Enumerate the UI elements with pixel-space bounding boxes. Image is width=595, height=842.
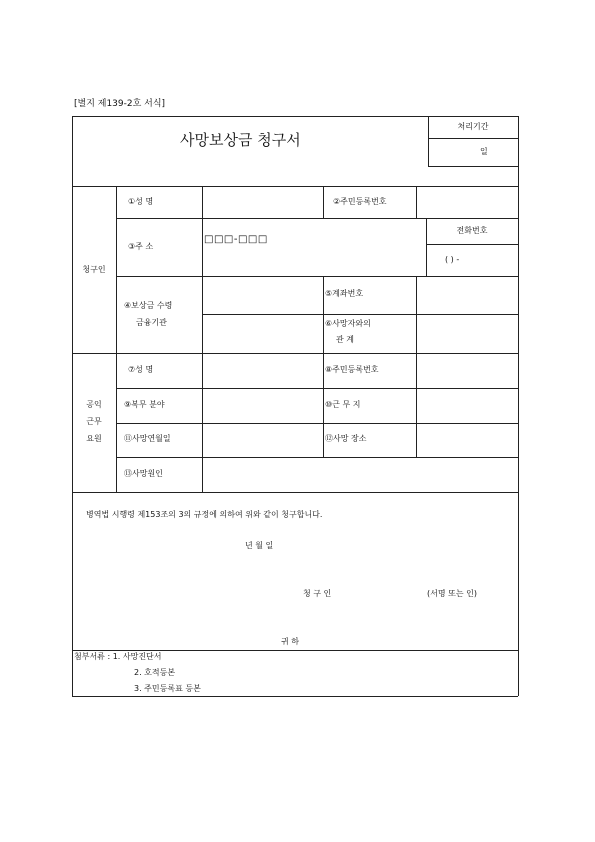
processing-period-label: 처리기간 (457, 122, 489, 131)
rrn-value-divider (416, 186, 417, 218)
attachment-item-3: 3. 주민등록표 등본 (134, 684, 201, 693)
row-line-3 (116, 388, 518, 389)
death-date-field[interactable] (204, 425, 321, 455)
workplace-field[interactable] (418, 390, 516, 421)
death-date-label: ⑪사망연월일 (124, 434, 171, 443)
bank-name-field[interactable] (204, 278, 321, 312)
frame-top (72, 116, 518, 117)
processing-box-divider (428, 138, 518, 139)
worker-top-line (72, 353, 518, 354)
processing-period-value: 일 (480, 147, 488, 156)
row-line-4 (116, 423, 518, 424)
phone-format[interactable]: ( ) - (445, 255, 460, 264)
worker-section-label-3: 요원 (86, 434, 102, 443)
phone-label: 전화번호 (456, 226, 488, 235)
relation-label-line2: 관 계 (336, 335, 354, 344)
frame-right (518, 116, 519, 696)
account-number-field[interactable] (418, 278, 516, 312)
frame-bottom (72, 696, 518, 697)
worker-mid-divider (323, 353, 324, 457)
claimant-section-label: 청구인 (82, 265, 106, 274)
declaration-top-line (72, 492, 518, 493)
worker-name-label: ⑦성 명 (128, 365, 154, 374)
row-line-1 (116, 218, 518, 219)
relation-label-line1: ⑥사망자와의 (325, 319, 371, 328)
phone-inner-line (426, 244, 518, 245)
declaration-statement: 병역법 시행령 제153조의 3의 규정에 의하여 위와 같이 청구합니다. (86, 510, 323, 519)
section-label-divider (116, 186, 117, 492)
claimant-name-label: ①성 명 (128, 197, 154, 206)
worker-section-label-2: 근무 (86, 417, 102, 426)
recipient-label: 귀 하 (281, 637, 299, 646)
form-number-label: [별지 제139-2호 서식] (74, 99, 166, 109)
duty-area-label: ⑨복무 분야 (124, 400, 165, 409)
bank-inner-line (202, 314, 518, 315)
workplace-label: ⑩근 무 지 (325, 400, 361, 409)
name-rrn-divider (323, 186, 324, 218)
processing-box-bottom (428, 166, 518, 167)
bank-label-line2: 금융기관 (136, 318, 167, 327)
row-line-2 (116, 276, 518, 277)
account-number-label: ⑤계좌번호 (325, 289, 364, 298)
claimant-signature-label: 청 구 인 (303, 589, 332, 598)
claimant-address-label: ③주 소 (128, 242, 154, 251)
claimant-top-line (72, 186, 518, 187)
form-title: 사망보상금 청구서 (180, 131, 301, 149)
declaration-date[interactable]: 년 월 일 (245, 541, 274, 550)
attachments-label: 첨부서류 : 1. 사망진단서 (74, 652, 162, 661)
relation-field[interactable] (418, 316, 516, 351)
worker-rrn-label: ⑧주민등록번호 (325, 365, 379, 374)
postal-code-field[interactable]: □□□-□□□ (204, 234, 268, 245)
attachments-top-line (72, 650, 518, 651)
label-value-divider (202, 186, 203, 492)
row-line-5 (116, 457, 518, 458)
worker-section-label-1: 공익 (86, 400, 102, 409)
worker-name-field[interactable] (204, 355, 321, 386)
claimant-rrn-field[interactable] (418, 188, 516, 216)
duty-area-field[interactable] (204, 390, 321, 421)
death-cause-label: ⑬사망원인 (124, 469, 163, 478)
attachment-item-2: 2. 호적등본 (134, 668, 176, 677)
death-place-field[interactable] (418, 425, 516, 455)
death-cause-field[interactable] (204, 459, 516, 490)
worker-value-divider (416, 353, 417, 457)
claimant-rrn-label: ②주민등록번호 (333, 197, 387, 206)
claimant-name-field[interactable] (204, 188, 321, 216)
death-place-label: ⑫사망 장소 (325, 434, 367, 443)
bank-label-line1: ④보상금 수령 (124, 301, 173, 310)
signature-note: (서명 또는 인) (427, 589, 477, 598)
worker-rrn-field[interactable] (418, 355, 516, 386)
